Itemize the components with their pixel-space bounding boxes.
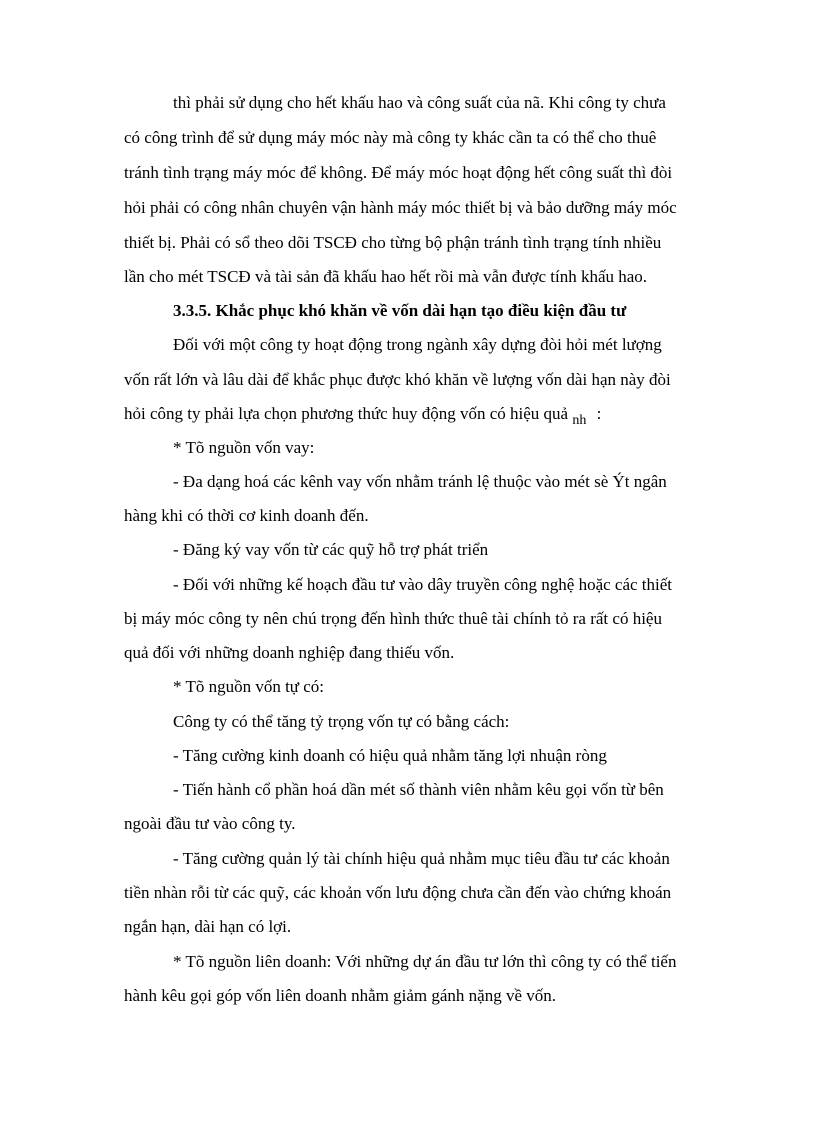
body-line: Đối với một công ty hoạt động trong ngành xây dựng đòi hỏi mét lượng <box>173 335 662 354</box>
list-title: * Tõ nguồn liên doanh: Với những dự án đầu tư lớn thì công ty có thể tiến <box>173 952 677 971</box>
list-item: bị máy móc công ty nên chú trọng đến hình thức thuê tài chính tỏ ra rất có hiệu <box>124 609 662 628</box>
list-item: - Đối với những kế hoạch đầu tư vào dây truyền công nghệ hoặc các thiết <box>173 575 673 594</box>
list-title: * Tõ nguồn vốn tự có: <box>173 677 325 696</box>
list-item: tiền nhàn rỗi từ các quỹ, các khoản vốn lưu động chưa cần đến vào chứng khoán <box>124 883 672 902</box>
body-line: thiết bị. Phải có sổ theo dõi TSCĐ cho từng bộ phận tránh tình trạng tính nhiều <box>124 233 662 252</box>
list-item: - Đăng ký vay vốn từ các quỹ hỗ trợ phát triển <box>173 540 489 559</box>
body-line: lần cho mét TSCĐ và tài sản đã khấu hao hết rồi mà vẫn được tính khấu hao. <box>124 267 648 286</box>
list-item: quả đối với những doanh nghiệp đang thiếu vốn. <box>124 643 455 662</box>
body-line: tránh tình trạng máy móc để không. Để máy móc hoạt động hết công suất thì đòi <box>124 163 673 182</box>
list-item: - Tăng cường quản lý tài chính hiệu quả nhằm mục tiêu đầu tư các khoản <box>173 849 670 868</box>
body-text-colon: : <box>596 404 602 423</box>
body-line: hỏi phải có công nhân chuyên vận hành máy móc thiết bị và bảo dưỡng máy móc <box>124 198 677 217</box>
body-line: thì phải sử dụng cho hết khấu hao và công suất của nã. Khi công ty chưa <box>173 93 666 112</box>
body-text: hỏi công ty phải lựa chọn phương thức huy động vốn có hiệu quả <box>124 404 569 423</box>
list-item: hàng khi có thời cơ kinh doanh đến. <box>124 506 369 525</box>
body-line: hành kêu gọi góp vốn liên doanh nhằm giảm gánh nặng về vốn. <box>124 986 556 1005</box>
body-text-fragment: nh <box>572 413 587 428</box>
list-item: ngắn hạn, dài hạn có lợi. <box>124 917 292 936</box>
body-line: có công trình để sử dụng máy móc này mà công ty khác cần ta có thể cho thuê <box>124 128 657 147</box>
list-item: - Đa dạng hoá các kênh vay vốn nhằm tránh lệ thuộc vào mét sè Ýt ngân <box>173 472 667 491</box>
list-item: ngoài đầu tư vào công ty. <box>124 814 296 833</box>
body-line: Công ty có thể tăng tỷ trọng vốn tự có bằng cách: <box>173 712 510 731</box>
body-line <box>124 403 816 427</box>
list-title: * Tõ nguồn vốn vay: <box>173 438 315 457</box>
section-heading: 3.3.5. Khắc phục khó khăn về vốn dài hạn tạo điều kiện đầu tư <box>173 301 627 320</box>
body-line: vốn rất lớn và lâu dài để khắc phục được khó khăn về lượng vốn dài hạn này đòi <box>124 370 671 389</box>
list-item: - Tiến hành cổ phần hoá dần mét số thành viên nhằm kêu gọi vốn từ bên <box>173 780 664 799</box>
list-item: - Tăng cường kinh doanh có hiệu quả nhằm tăng lợi nhuận ròng <box>173 746 607 765</box>
